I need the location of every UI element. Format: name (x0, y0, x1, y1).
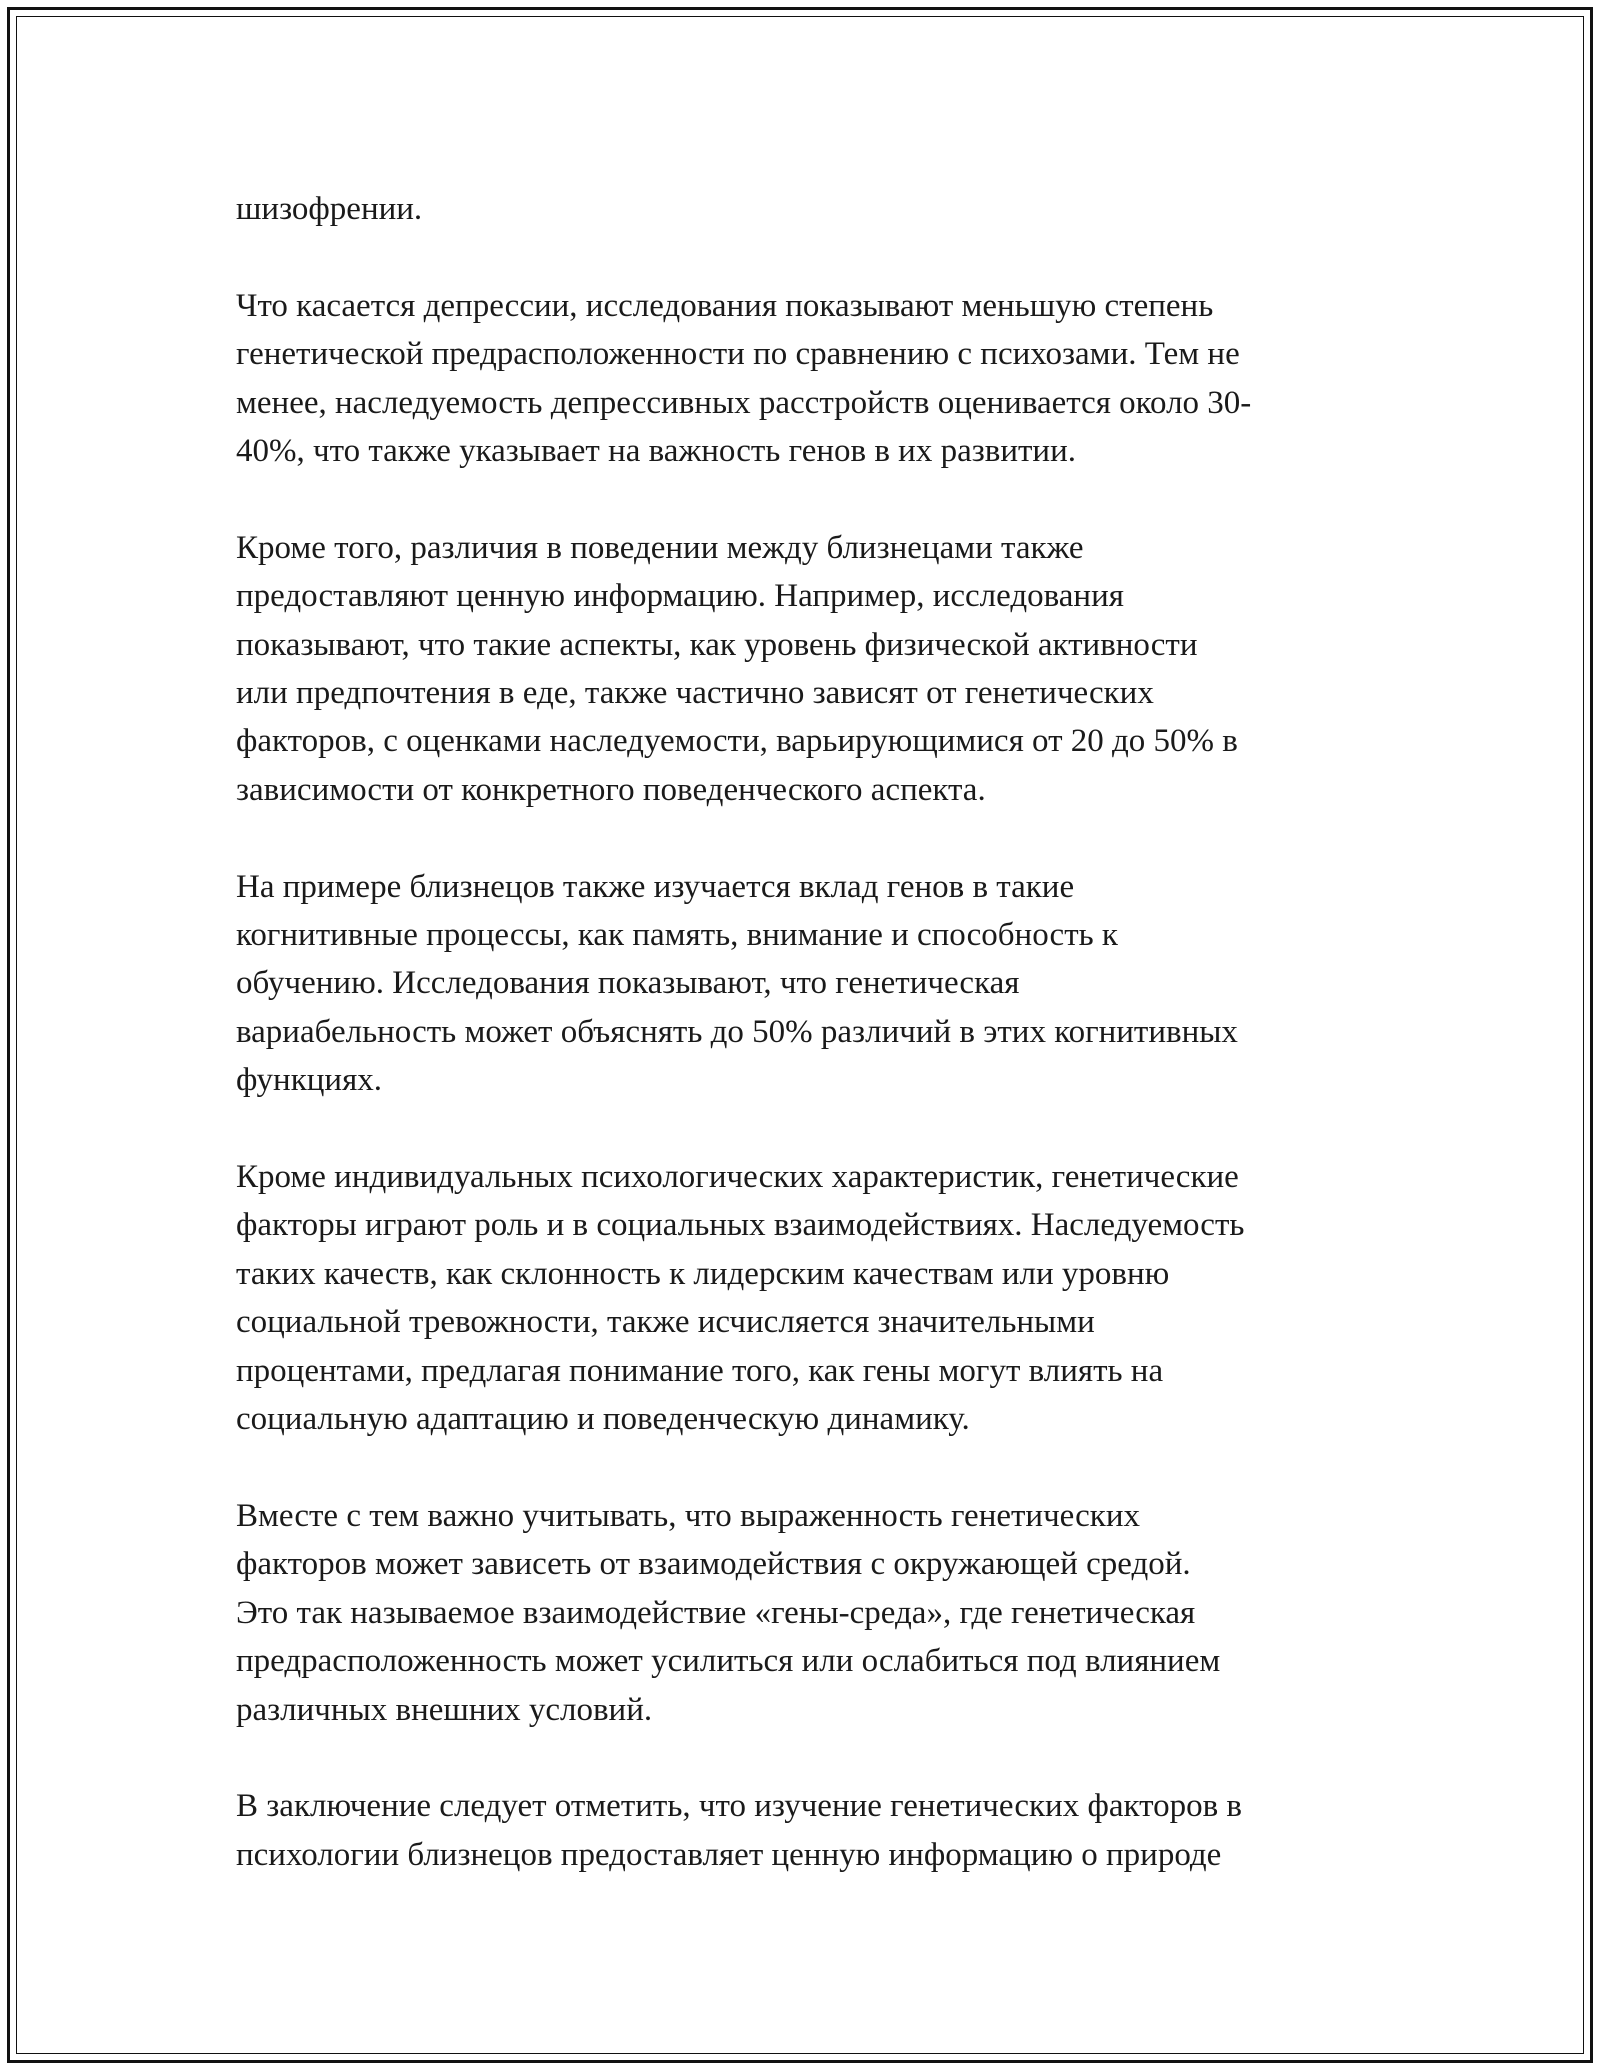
text-line: или предпочтения в еде, также частично зависят от генетических (236, 675, 1154, 712)
text-line: факторов может зависеть от взаимодействия с окружающей средой. (236, 1546, 1191, 1583)
text-line: Вместе с тем важно учитывать, что выраженность генетических (236, 1497, 1140, 1534)
text-line: обучению. Исследования показывают, что генетическая (236, 965, 1020, 1002)
paragraph-7 (236, 1782, 1376, 1879)
text-line: Это так называемое взаимодействие «гены-среда», где генетическая (236, 1594, 1196, 1631)
text-line: когнитивные процессы, как память, внимание и способность к (236, 917, 1118, 954)
paragraph-4 (236, 863, 1376, 1105)
text-line: Кроме индивидуальных психологических характеристик, генетические (236, 1159, 1239, 1196)
text-line: показывают, что такие аспекты, как уровень физической активности (236, 626, 1198, 663)
paragraph-5 (236, 1153, 1376, 1443)
text-line: предоставляют ценную информацию. Например, исследования (236, 578, 1124, 615)
paragraph-2 (236, 282, 1376, 476)
text-line: факторов, с оценками наследуемости, варьирующимися от 20 до 50% в (236, 723, 1238, 760)
text-line: шизофрении. (236, 191, 423, 227)
paragraph-3 (236, 524, 1376, 814)
text-line: В заключение следует отметить, что изучение генетических факторов в (236, 1788, 1242, 1825)
text-line: Что касается депрессии, исследования показывают меньшую степень (236, 287, 1214, 324)
text-line: генетической предрасположенности по сравнению с психозами. Тем не (236, 336, 1240, 373)
text-line: Кроме того, различия в поведении между близнецами также (236, 529, 1084, 566)
text-line: На примере близнецов также изучается вклад генов в такие (236, 868, 1075, 905)
text-line: социальной тревожности, также исчисляется значительными (236, 1304, 1095, 1341)
text-line: психологии близнецов предоставляет ценную информацию о природе (236, 1836, 1222, 1873)
paragraph-6 (236, 1492, 1376, 1734)
text-line: 40%, что также указывает на важность генов в их развитии. (236, 433, 1076, 470)
text-line: менее, наследуемость депрессивных расстройств оценивается около 30- (236, 384, 1252, 421)
paragraph-1 (236, 185, 1376, 233)
text-line: таких качеств, как склонность к лидерским качествам или уровню (236, 1255, 1170, 1292)
text-line: зависимости от конкретного поведенческого аспекта. (236, 771, 986, 808)
text-line: социальную адаптацию и поведенческую динамику. (236, 1401, 970, 1438)
text-line: факторы играют роль и в социальных взаимодействиях. Наследуемость (236, 1207, 1245, 1244)
text-line: предрасположенность может усилиться или ослабиться под влиянием (236, 1643, 1221, 1680)
text-line: вариабельность может объяснять до 50% различий в этих когнитивных (236, 1013, 1238, 1050)
text-line: различных внешних условий. (236, 1691, 653, 1728)
text-line: функциях. (236, 1062, 383, 1099)
text-line: процентами, предлагая понимание того, как гены могут влиять на (236, 1352, 1164, 1389)
document-body (236, 185, 1376, 1928)
